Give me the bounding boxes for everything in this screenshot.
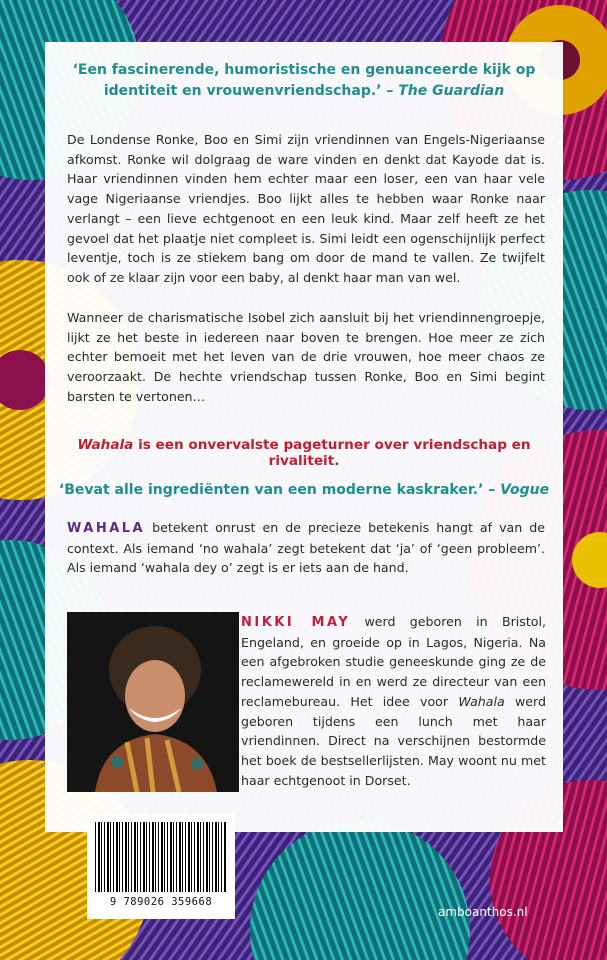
text-panel bbox=[45, 42, 563, 832]
pitch-line bbox=[45, 437, 563, 469]
author-name: NIKKI MAY bbox=[241, 615, 351, 630]
publisher-website: amboanthos.nl bbox=[438, 905, 528, 919]
definition-word: WAHALA bbox=[67, 521, 146, 536]
barcode-bars bbox=[95, 822, 227, 892]
vogue-quote bbox=[45, 480, 563, 501]
bio-text-1: werd geboren in Bristol, Engeland, en groeide op in Lagos, Nigeria. Na een afgebroken studie geneeskunde ging ze de reclamewereld in en werd ze directeur van een reclamebureau. Het idee voor bbox=[241, 614, 546, 709]
quote-source: Vogue bbox=[500, 482, 550, 498]
quote-text: ‘Een fascinerende, humoristische en genuanceerde kijk op identiteit en vrouwenvriendschap.’ – bbox=[72, 62, 536, 99]
isbn-number: 9 789026 359668 bbox=[109, 896, 213, 908]
quote-text: ‘Bevat alle ingrediënten van een moderne kaskraker.’ – bbox=[58, 482, 501, 498]
synopsis-paragraph-2: Wanneer de charismatische Isobel zich aansluit bij het vriendinnengroepje, lijkt ze het beste in iedereen naar boven te brengen. Hoe meer ze zich echter bemoeit met het leven van de drie vrouwen, hoe meer chaos ze veroorzaakt. De hechte vriendschap tussen Ronke, Boo en Simi begint barsten te vertonen… bbox=[67, 310, 545, 404]
synopsis-paragraph-1: De Londense Ronke, Boo en Simi zijn vriendinnen van Engels-Nigeriaanse afkomst. Ronke wil dolgraag de ware vinden en denkt dat Kayode dat is. Haar vriendinnen vinden hem echter maar een loser, een van haar vele vage Nigeriaanse vriendjes. Boo lijkt alles te hebben waar Ronke naar verlangt – een lieve echtgenoot en een leuk kind. Maar zelf heeft ze het gevoel dat het plaatje niet compleet is. Simi leidt een ogenschijnlijk perfect leventje, toch is ze stiekem bang om door de mand te vallen. Ze twijfelt ook of ze klaar zijn voor een baby, al denkt haar man van wel. bbox=[67, 132, 545, 285]
pitch-title: Wahala bbox=[77, 437, 134, 453]
author-photo bbox=[67, 612, 239, 792]
bio-text-2: werd geboren tijdens een lunch met haar vriendinnen. Direct na verschijnen bestormde het boek de bestsellerlijsten. May woont nu met haar echtgenoot in Dorset. bbox=[241, 693, 546, 788]
definition-paragraph bbox=[67, 518, 545, 578]
quote-source: The Guardian bbox=[398, 83, 505, 99]
pitch-text: is een onvervalste pageturner over vriendschap en rivaliteit. bbox=[133, 437, 531, 469]
definition-text: betekent onrust en de precieze betekenis hangt af van de context. Als iemand ‘no wahala’ zegt betekent dat ‘ja’ of ‘geen probleem’. Als iemand ‘wahala dey o’ zegt is er iets aan de hand. bbox=[67, 520, 545, 576]
guardian-quote bbox=[45, 60, 563, 102]
bio-title: Wahala bbox=[458, 693, 505, 709]
barcode bbox=[87, 814, 235, 919]
author-bio bbox=[241, 612, 546, 790]
